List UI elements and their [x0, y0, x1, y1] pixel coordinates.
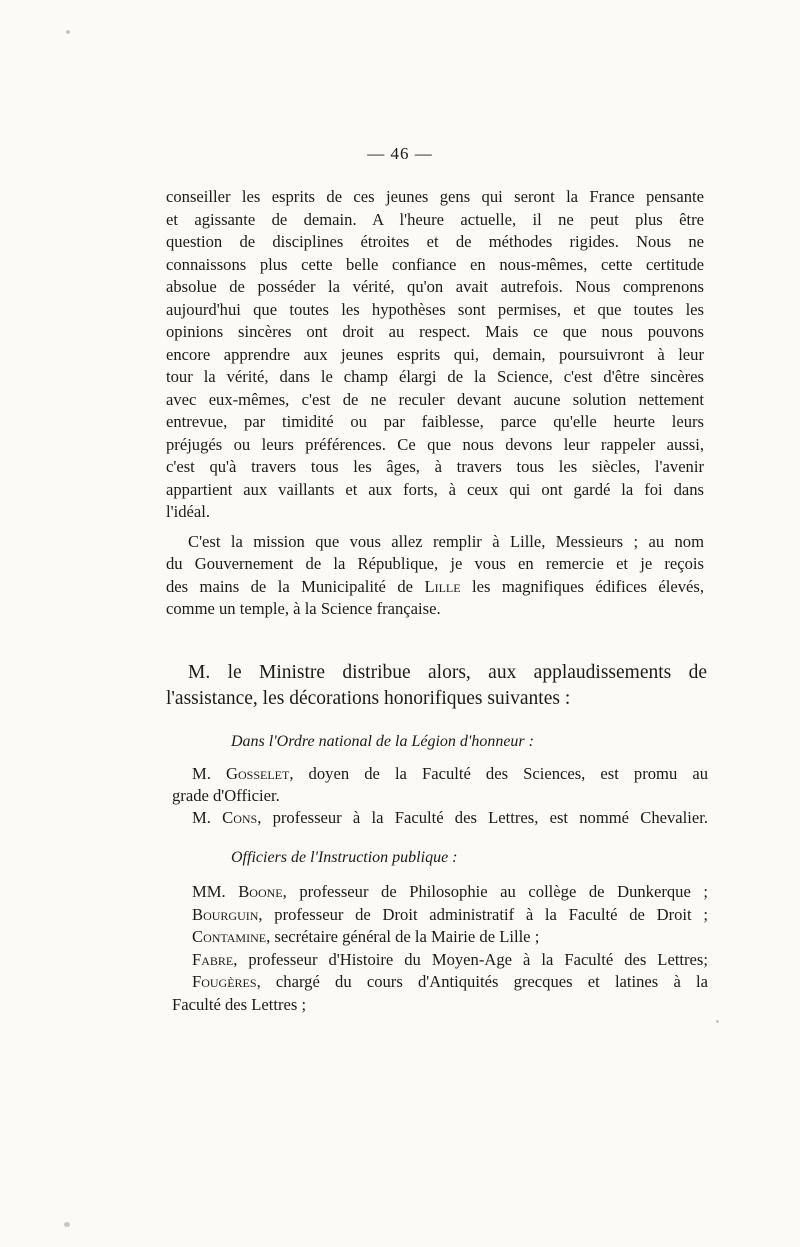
text-fragment: des mains de la Municipalité de: [166, 576, 425, 596]
person-name: Boone: [238, 882, 283, 901]
city-name: Lille: [424, 576, 461, 596]
person-name: Contamine: [192, 927, 267, 946]
text-line: du Gouvernement de la République, je vous en remercie et je reçois: [166, 554, 704, 573]
text-line: connaissons plus cette belle confiance en nous-mêmes, cette certitude: [166, 254, 704, 274]
paper-speck: [64, 1222, 70, 1227]
text-line: [172, 926, 708, 949]
list-item: [172, 949, 708, 972]
text-line: comme un temple, à la Science française.: [166, 599, 441, 618]
text-line: [172, 763, 708, 785]
body-text: [166, 186, 704, 621]
paper-speck: [716, 1020, 719, 1023]
text-fragment: les magnifiques édifices élevés,: [460, 576, 704, 596]
text-line: encore apprendre aux jeunes esprits qui, demain, poursuivront à leur: [166, 344, 704, 364]
text-fragment: , professeur de Philosophie au collège de Dunkerque ;: [282, 882, 709, 901]
text-line: c'est qu'à travers tous les âges, à travers tous les siècles, l'avenir: [166, 457, 704, 476]
list-item: [172, 926, 708, 949]
text-line: l'idéal.: [166, 502, 210, 521]
text-line: tour la vérité, dans le champ élargi de la Science, c'est d'être sincères: [166, 367, 704, 386]
text-fragment: , doyen de la Faculté des Sciences, est promu au: [289, 764, 708, 783]
text-line: [166, 576, 704, 599]
text-line: Faculté des Lettres ;: [172, 994, 307, 1014]
text-fragment: , professeur de Droit administratif à la Faculté de Droit ;: [258, 904, 708, 924]
honorific: M.: [192, 764, 226, 783]
text-line: aujourd'hui que toutes les hypothèses sont permises, et que toutes les: [166, 299, 704, 319]
paper-speck: [66, 30, 70, 34]
text-line: entrevue, par timidité ou par faiblesse, parce qu'elle heurte leurs: [166, 412, 704, 431]
text-line: avec eux-mêmes, c'est de ne reculer devant aucune solution nettement: [166, 389, 704, 409]
list-item: [172, 971, 708, 1016]
person-name: Gosselet: [226, 764, 290, 783]
list-item: [172, 763, 708, 807]
text-line: [172, 881, 708, 904]
text-line: l'assistance, les décorations honorifiques suivantes :: [166, 687, 571, 709]
text-line: [172, 807, 708, 829]
text-line: [172, 904, 708, 927]
person-name: Bourguin: [192, 904, 259, 924]
section-heading-legion-honneur: Dans l'Ordre national de la Légion d'honneur :: [231, 733, 534, 750]
section-heading-instruction-publique: Officiers de l'Instruction publique :: [231, 849, 458, 866]
honorific: MM.: [192, 882, 239, 901]
paragraph-1: [166, 186, 704, 524]
text-line: [172, 971, 708, 994]
text-fragment: , professeur d'Histoire du Moyen-Age à la Faculté des Lettres;: [233, 949, 708, 969]
text-line: C'est la mission que vous allez remplir à Lille, Messieurs ; au nom: [188, 531, 704, 551]
page-number: — 46 —: [367, 144, 433, 163]
text-line: [172, 949, 708, 972]
person-name: Fabre: [192, 949, 234, 969]
person-name: Cons: [222, 808, 258, 827]
text-line: M. le Ministre distribue alors, aux applaudissements de: [188, 662, 707, 683]
paragraph-2: [166, 531, 704, 621]
legion-honneur-list: [172, 763, 708, 829]
text-fragment: , chargé du cours d'Antiquités grecques et latines à la: [256, 972, 708, 991]
text-line: grade d'Officier.: [172, 786, 280, 805]
list-item: [172, 904, 708, 927]
text-fragment: , secrétaire général de la Mairie de Lille ;: [266, 927, 540, 946]
person-name: Fougères: [192, 972, 257, 991]
list-item: [172, 807, 708, 829]
text-fragment: , professeur à la Faculté des Lettres, est nommé Chevalier.: [257, 808, 708, 827]
list-item: [172, 881, 708, 904]
text-line: question de disciplines étroites et de méthodes rigides. Nous ne: [166, 232, 704, 251]
text-line: et agissante de demain. A l'heure actuelle, il ne peut plus être: [166, 209, 704, 229]
text-line: opinions sincères ont droit au respect. Mais ce que nous pouvons: [166, 322, 704, 341]
text-line: préjugés ou leurs préférences. Ce que nous devons leur rappeler aussi,: [166, 434, 704, 454]
honorific: M.: [192, 808, 223, 827]
ministre-paragraph: [166, 660, 707, 711]
text-line: conseiller les esprits de ces jeunes gens qui seront la France pensante: [166, 187, 704, 206]
text-line: appartient aux vaillants et aux forts, à ceux qui ont gardé la foi dans: [166, 479, 704, 499]
instruction-publique-list: [172, 881, 708, 1016]
text-line: absolue de posséder la vérité, qu'on avait autrefois. Nous comprenons: [166, 277, 704, 296]
